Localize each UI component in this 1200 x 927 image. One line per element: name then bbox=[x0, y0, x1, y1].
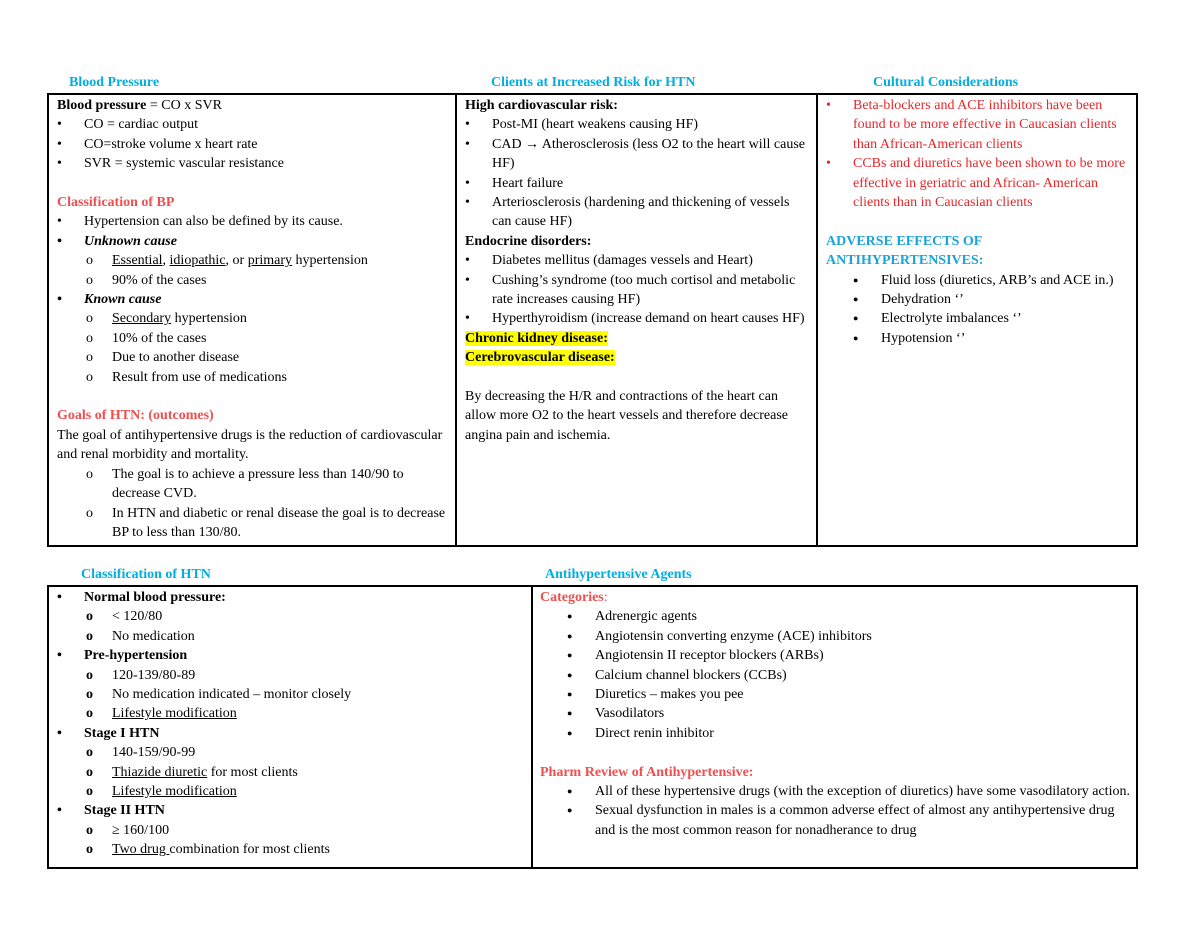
stage2-title: • Stage II HTN bbox=[57, 801, 526, 820]
bp-item: • CO=stroke volume x heart rate bbox=[57, 135, 450, 154]
classification-intro: • Hypertension can also be defined by its cause. bbox=[57, 212, 450, 231]
category-item: ● Angiotensin II receptor blockers (ARBs) bbox=[540, 646, 1130, 665]
goal-item: o The goal is to achieve a pressure less than 140/90 to decrease CVD. bbox=[57, 465, 450, 504]
pharm-review-item: ● Sexual dysfunction in males is a common adverse effect of almost any antihypertensive drug and is the most common reason for nonadherance to drug bbox=[540, 801, 1130, 840]
header-classification-htn: Classification of HTN bbox=[81, 567, 211, 582]
cultural-item: • Beta-blockers and ACE inhibitors have been found to be more effective in Caucasian clients than African-American clients bbox=[826, 96, 1130, 154]
adverse-effect-item: ● Dehydration ‘’ bbox=[826, 290, 1130, 309]
category-item: ● Calcium channel blockers (CCBs) bbox=[540, 666, 1130, 685]
known-cause-type: o Secondary hypertension bbox=[57, 309, 450, 328]
adverse-effect-item: ● Fluid loss (diuretics, ARB’s and ACE in.) bbox=[826, 271, 1130, 290]
classification-bp-title: Classification of BP bbox=[57, 195, 175, 211]
agents-column bbox=[533, 587, 1136, 867]
pre-htn-item: o 120-139/80-89 bbox=[57, 666, 526, 685]
stage1-thiazide: o Thiazide diuretic for most clients bbox=[57, 763, 526, 782]
bp-item: • SVR = systemic vascular resistance bbox=[57, 154, 450, 173]
bp-formula: Blood pressure = CO x SVR bbox=[57, 98, 222, 113]
endocrine-item: • Diabetes mellitus (damages vessels and Heart) bbox=[465, 251, 810, 270]
top-table bbox=[47, 93, 1138, 547]
endocrine-title: Endocrine disorders: bbox=[465, 233, 592, 249]
category-item: ● Diuretics – makes you pee bbox=[540, 685, 1130, 704]
normal-bp-title: • Normal blood pressure: bbox=[57, 588, 526, 607]
normal-bp-item: o < 120/80 bbox=[57, 607, 526, 626]
header-cultural: Cultural Considerations bbox=[873, 75, 1019, 90]
cultural-column bbox=[818, 95, 1136, 545]
pre-htn-lifestyle: o Lifestyle modification bbox=[57, 704, 526, 723]
ckd-label: Chronic kidney disease: bbox=[465, 330, 608, 346]
category-item: ● Adrenergic agents bbox=[540, 607, 1130, 626]
stage1-range: o 140-159/90-99 bbox=[57, 743, 526, 762]
stage2-range: o ≥ 160/100 bbox=[57, 821, 526, 840]
adverse-effect-item: ● Electrolyte imbalances ‘’ bbox=[826, 309, 1130, 328]
goals-text: The goal of antihypertensive drugs is the reduction of cardiovascular and renal morbidity and mortality. bbox=[57, 427, 443, 463]
blood-pressure-column bbox=[49, 95, 456, 545]
stage1-title: • Stage I HTN bbox=[57, 724, 526, 743]
cardio-risk-item: • CAD → Atherosclerosis (less O2 to the heart will cause HF) bbox=[465, 135, 810, 174]
risk-note: By decreasing the H/R and contractions of the heart can allow more O2 to the heart vessels and therefore decrease angina pain and ischemia. bbox=[465, 389, 789, 443]
adverse-effects-title: ADVERSE EFFECTS OF ANTIHYPERTENSIVES: bbox=[826, 233, 984, 269]
pharm-review-title: Pharm Review of Antihypertensive: bbox=[540, 764, 754, 780]
cultural-item: • CCBs and diuretics have been shown to be more effective in geriatric and African- American clients than in Caucasian clients bbox=[826, 154, 1130, 212]
category-item: ● Angiotensin converting enzyme (ACE) inhibitors bbox=[540, 627, 1130, 646]
header-agents: Antihypertensive Agents bbox=[545, 567, 692, 582]
header-clients-risk: Clients at Increased Risk for HTN bbox=[491, 75, 696, 90]
pre-htn-item: o No medication indicated – monitor closely bbox=[57, 685, 526, 704]
unknown-cause-label: • Unknown cause bbox=[57, 232, 450, 251]
stage1-lifestyle: o Lifestyle modification bbox=[57, 782, 526, 801]
category-item: ● Vasodilators bbox=[540, 704, 1130, 723]
bottom-table bbox=[47, 585, 1138, 869]
clients-risk-column bbox=[457, 95, 816, 545]
endocrine-item: • Cushing’s syndrome (too much cortisol and metabolic rate increases causing HF) bbox=[465, 271, 810, 310]
known-cause-medications: o Result from use of medications bbox=[57, 368, 450, 387]
category-item: ● Direct renin inhibitor bbox=[540, 724, 1130, 743]
endocrine-item: • Hyperthyroidism (increase demand on heart causes HF) bbox=[465, 309, 810, 328]
stage2-two-drug: o Two drug combination for most clients bbox=[57, 840, 526, 859]
known-cause-label: • Known cause bbox=[57, 290, 450, 309]
cardio-risk-item: • Arteriosclerosis (hardening and thickening of vessels can cause HF) bbox=[465, 193, 810, 232]
normal-bp-item: o No medication bbox=[57, 627, 526, 646]
cardio-risk-title: High cardiovascular risk: bbox=[465, 98, 618, 113]
cardio-risk-item: • Heart failure bbox=[465, 174, 810, 193]
unknown-cause-percent: o 90% of the cases bbox=[57, 271, 450, 290]
bp-item: • CO = cardiac output bbox=[57, 115, 450, 134]
known-cause-percent: o 10% of the cases bbox=[57, 329, 450, 348]
header-blood-pressure: Blood Pressure bbox=[69, 75, 160, 90]
adverse-effect-item: ● Hypotension ‘’ bbox=[826, 329, 1130, 348]
cardio-risk-item: • Post-MI (heart weakens causing HF) bbox=[465, 115, 810, 134]
goals-title: Goals of HTN: (outcomes) bbox=[57, 408, 214, 424]
pre-htn-title: • Pre-hypertension bbox=[57, 646, 526, 665]
unknown-cause-types: o Essential, idiopathic, or primary hypertension bbox=[57, 251, 450, 270]
classification-htn-column bbox=[49, 587, 532, 867]
known-cause-disease: o Due to another disease bbox=[57, 348, 450, 367]
categories-title: Categories: bbox=[540, 590, 608, 605]
pharm-review-item: ● All of these hypertensive drugs (with the exception of diuretics) have some vasodilatory action. bbox=[540, 782, 1130, 801]
goal-item: o In HTN and diabetic or renal disease the goal is to decrease BP to less than 130/80. bbox=[57, 504, 450, 543]
cvd-label: Cerebrovascular disease: bbox=[465, 350, 615, 366]
